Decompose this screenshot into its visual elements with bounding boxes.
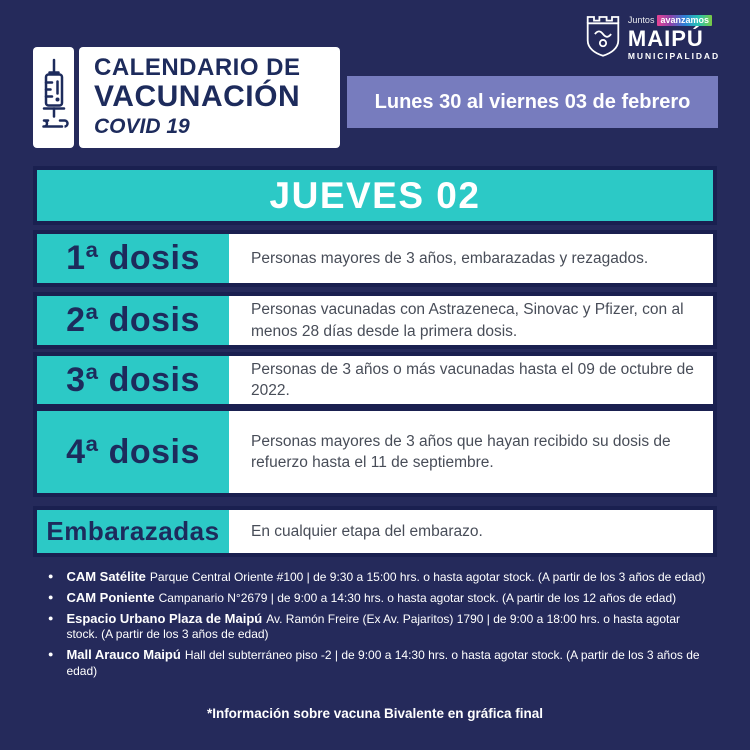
logo-name: MAIPÚ xyxy=(627,25,704,51)
location-details: Campanario N°2679 | de 9:00 a 14:30 hrs. o hasta agotar stock. (A partir de los 12 años de edad) xyxy=(158,590,677,605)
day-banner-text: JUEVES 02 xyxy=(269,174,481,216)
bullet-icon: ● xyxy=(48,649,54,660)
tagline-plain: Juntos xyxy=(627,14,655,25)
week-date-banner xyxy=(347,76,718,128)
title-line-2: VACUNACIÓN xyxy=(94,80,301,114)
schedule-row-dose4 xyxy=(33,407,717,497)
location-item-mall-arauco xyxy=(48,646,710,680)
location-name: CAM Poniente xyxy=(66,589,155,605)
logo-text xyxy=(628,15,720,61)
location-item-cam-satelite xyxy=(48,568,710,586)
dose2-description: Personas vacunadas con Astrazeneca, Sinovac y Pfizer, con al menos 28 días desde la primera dosis. xyxy=(251,301,684,340)
poster-title-box xyxy=(79,47,340,148)
title-line-3: COVID 19 xyxy=(94,114,190,138)
dose3-label: 3ª dosis xyxy=(37,356,229,404)
location-details: Parque Central Oriente #100 | de 9:30 a 15:00 hrs. o hasta agotar stock. (A partir de los 3 años de edad) xyxy=(149,570,706,584)
footer-note: *Información sobre vacuna Bivalente en gráfica final xyxy=(206,706,544,721)
location-name: CAM Satélite xyxy=(66,569,146,584)
location-item-espacio-urbano xyxy=(48,610,710,644)
municipal-crest-icon xyxy=(585,12,621,63)
tagline-bold: avanzamos xyxy=(657,15,712,26)
syringe-icon-box xyxy=(33,47,74,148)
pregnant-label: Embarazadas xyxy=(37,510,229,553)
logo-tagline xyxy=(628,15,720,26)
location-name: Espacio Urbano Plaza de Maipú xyxy=(66,610,263,626)
dose1-label: 1ª dosis xyxy=(37,234,229,283)
day-banner xyxy=(33,166,717,225)
dose4-label: 4ª dosis xyxy=(37,411,229,493)
dose4-description: Personas mayores de 3 años que hayan recibido su dosis de refuerzo hasta el 11 de septiembre. xyxy=(251,432,671,471)
title-line-1: CALENDARIO DE xyxy=(94,54,301,82)
pregnant-description: En cualquier etapa del embarazo. xyxy=(251,522,483,540)
schedule-row-pregnant xyxy=(33,506,717,557)
syringe-icon xyxy=(39,51,69,144)
bullet-icon: ● xyxy=(48,591,54,602)
location-item-cam-poniente xyxy=(48,589,710,607)
dose1-description: Personas mayores de 3 años, embarazadas y rezagados. xyxy=(251,249,649,267)
location-details: Av. Ramón Freire (Ex Av. Pajaritos) 1790 | de 9:00 a 18:00 hrs. o hasta agotar stock. (A partir de los 3 años de edad) xyxy=(66,611,681,642)
bullet-icon: ● xyxy=(48,612,54,623)
municipality-logo xyxy=(585,12,720,63)
dose3-description: Personas de 3 años o más vacunadas hasta el 09 de octubre de 2022. xyxy=(251,360,694,399)
locations-list xyxy=(48,568,710,683)
dose2-label: 2ª dosis xyxy=(37,296,229,345)
week-date-text: Lunes 30 al viernes 03 de febrero xyxy=(374,90,691,113)
schedule-row-dose1 xyxy=(33,230,717,287)
schedule-row-dose3 xyxy=(33,352,717,408)
logo-subtitle: MUNICIPALIDAD xyxy=(627,50,720,61)
location-name: Mall Arauco Maipú xyxy=(66,647,181,663)
schedule-row-dose2 xyxy=(33,292,717,349)
bullet-icon: ● xyxy=(48,571,54,581)
location-details: Hall del subterráneo piso -2 | de 9:00 a 14:30 hrs. o hasta agotar stock. (A partir de los 3 años de edad) xyxy=(66,648,700,679)
